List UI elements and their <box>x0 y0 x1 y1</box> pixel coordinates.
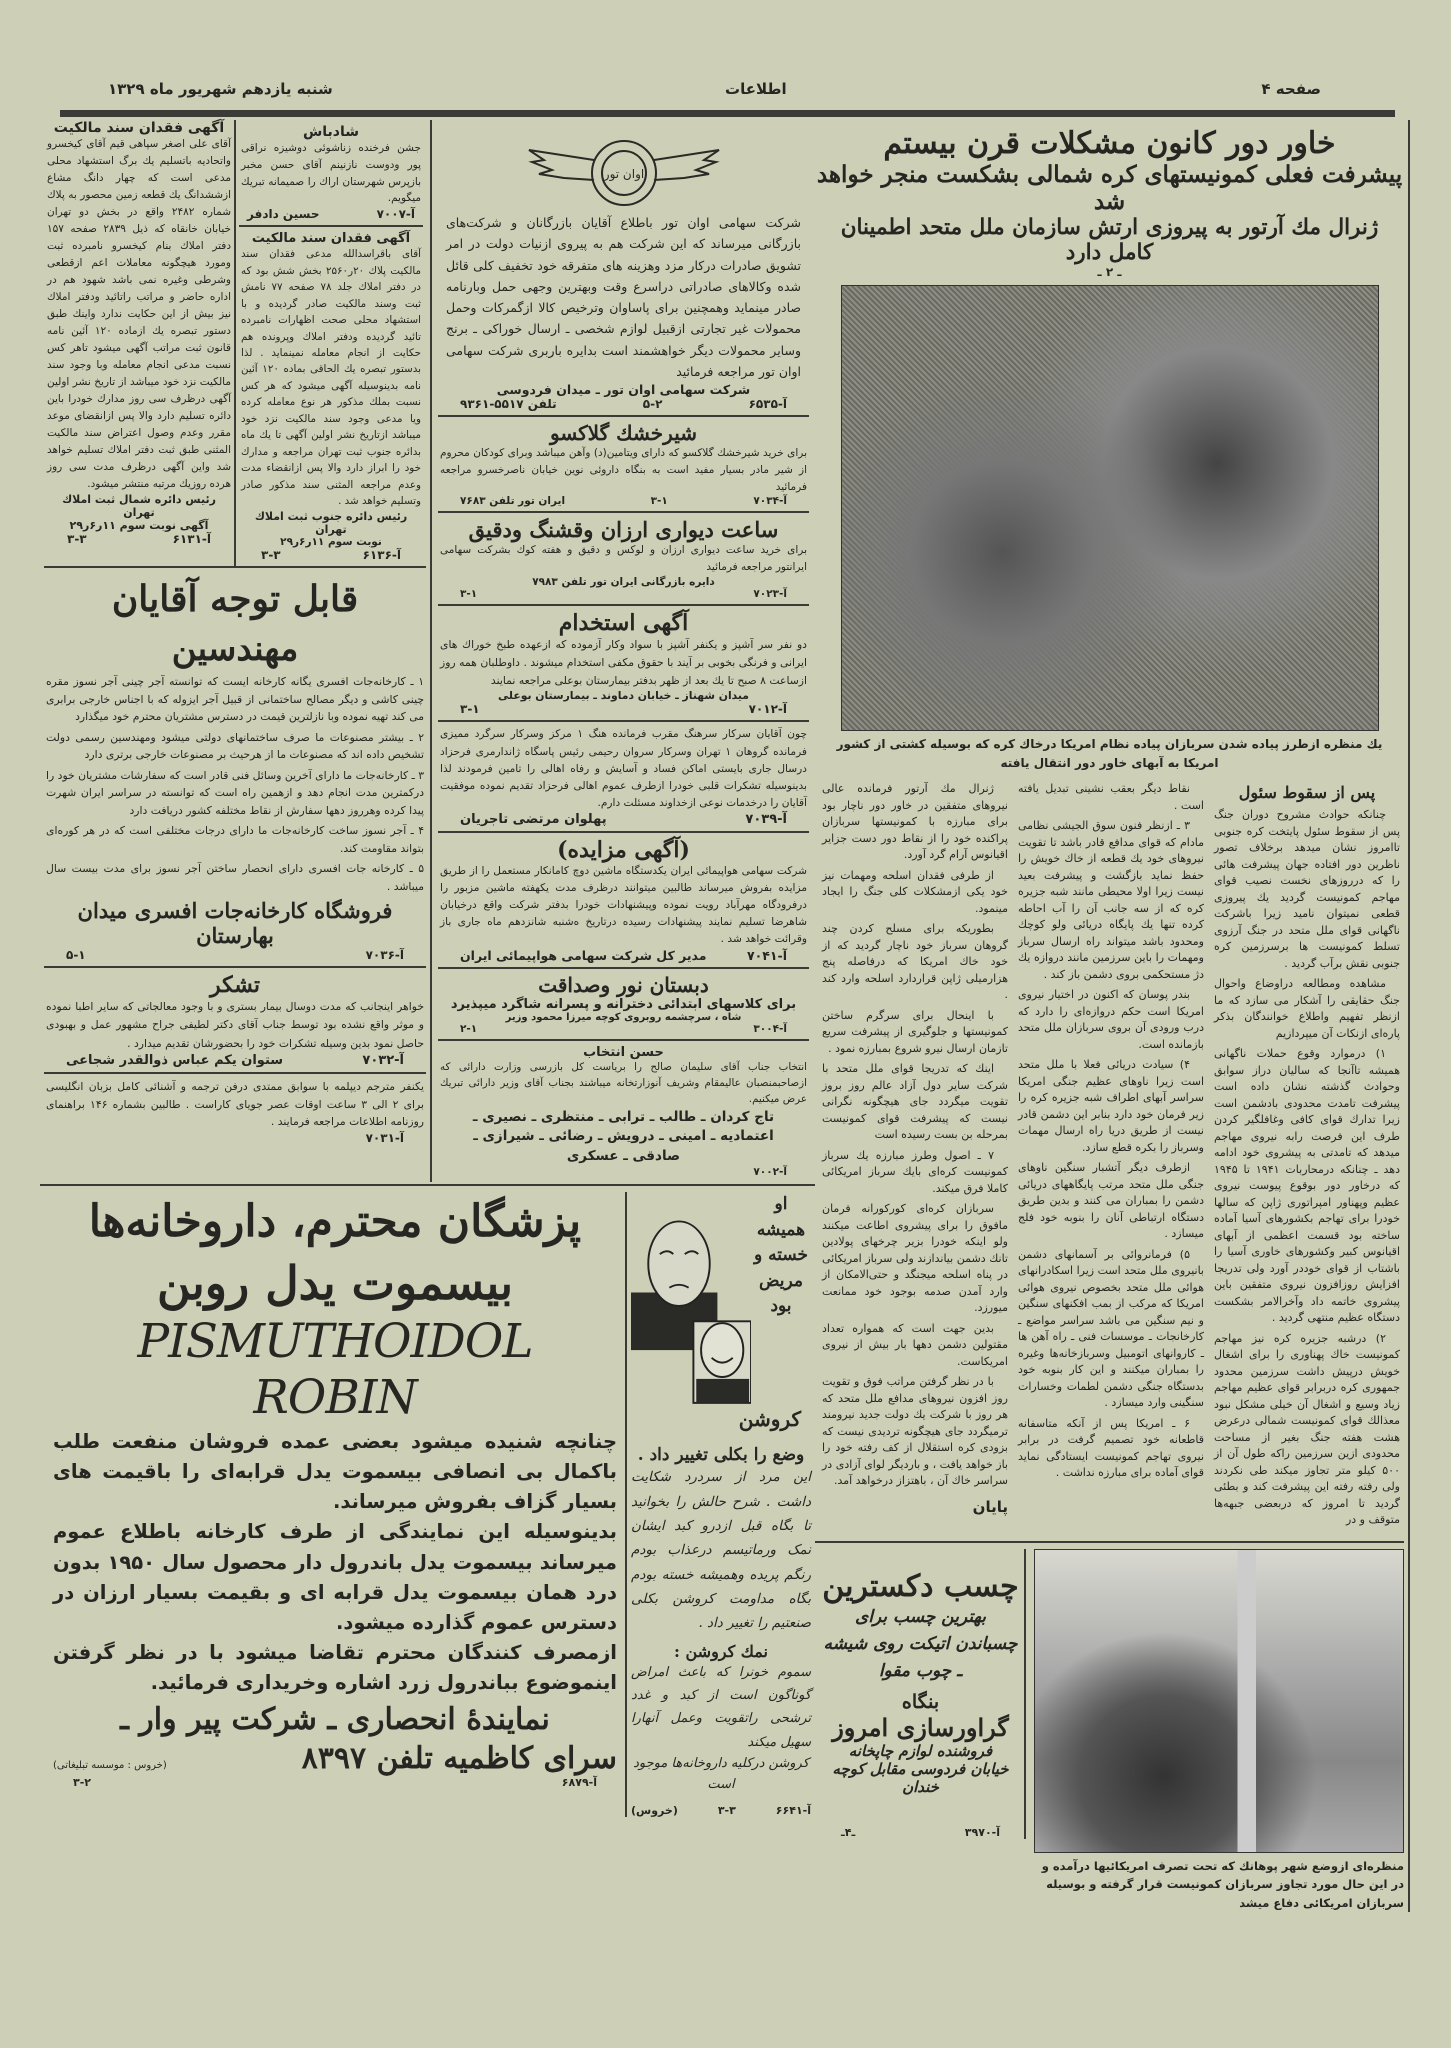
article-subhead: پیشرفت فعلی کمونیستهای کره شمالی بشکست منجر خواهد شد <box>816 161 1403 215</box>
ads-deed-right <box>234 120 426 566</box>
article-paragraph: ۱) درموارد وقوع حملات ناگهانی همیشه تاآنجا که سالیان دراز سوابق وحوادث گذشته نشان داده است پیشرفت تامدت محدودی بادشمن است زیرا تدارك قوای کافی وغافلگیر کردن طرف این فرصت رابه نیروی مهاجم میدهد که تامدتی به پیشروی خود ادامه دهد ـ چنانکه درمحاربات ۱۹۴۱ تا ۱۹۴۵ که درخاور دور بوقوع پیوست نیروی عظیم وپهناور امپراتوری ژاپن که سالها خودرا برای تهاجم بکشورهای آسیا آماده ساخته بود قسمت اعظمی از آبهای اقیانوس کبیر وکشورهای خاوری آسیا را باشتاب از قوای خوددر آورد ولی تدریجا افزایش روزافزون نیروی متفقین باین پیشروی خاتمه داد وآخرالامر بشکست دستگاه عظیم منتهی گردید . <box>1214 1047 1400 1325</box>
ad-title: چسب دکسترین <box>822 1568 1019 1604</box>
article-paragraph: نقاط دیگر بعقب نشینی تبدیل یافته است . <box>1018 782 1204 812</box>
ad-code: آ-۷۰۰۷ <box>376 207 415 222</box>
article-paragraph: سربازان کره‌ای کورکورانه فرمان مافوق را برای پیشروی اطاعت میکنند ولو اینکه خودرا بزیر چرخهای پولادین تانك دشمن بیاندازند ولی سرباز امریکائی در پناه اسلحه میجنگد و حتی‌الامکان از وارد آمدن صدمه بوجود خود ممانعت میورزد. <box>822 1202 1008 1315</box>
ads-area <box>40 120 815 1817</box>
article-paragraph: مشاهده ومطالعه دراوضاع واحوال جنگ حقایقی را آشکار می سازد که ما ازنظر تفهیم واطلاع خوانندگان بذکر پاره‌ای ازنکات آن میپردازیم <box>1214 977 1400 1040</box>
ad-item: ۲ ـ بیشتر مصنوعات ما صرف ساختمانهای دولتی میشود ومهندسین رسمی دولت تشخیص داده اند که مصنوعات ما از هرحیث بر مصنوعات خارجی برتری دارد <box>46 730 424 762</box>
ad-loss-deed-1 <box>44 120 234 566</box>
article-part-number: ـ ۲ ـ <box>1097 265 1122 279</box>
ad-item: ۴ ـ آجر نسوز ساخت کارخانه‌جات ما دارای درجات مختلفی است که در هر کوره‌ای بتواند مقاومت کند. <box>46 824 424 855</box>
ad-body: سموم خونرا که باعث امراض گوناگون است از کبد و غدد ترشحی راتقویت وعمل آنهارا سهیل میکند <box>631 1664 811 1750</box>
ad-signature: ستوان یکم عباس ذوالقدر شجاعی <box>66 1053 284 1069</box>
ad-body: آقای باقراسدالله مدعی فقدان سند مالکیت پلاك ۲۰ر۲۵۶۰ بخش شش بود که در دفتر املاك جلد ۷۸ صفحه ۷۷ نامش ثبت وسند مالکیت صادر گردیده و با استشهاد محلی صحت اظهارات نامبرده تائید گردیده ودفتر املاك وپرونده هم حکایت از انجام معامله نمینماید . لذا بدستور تبصره یك الحاقی بماده ۱۲۰ آئین نامه بدینوسیله آگهی میشود که هر کس نسبت بملك مذکور هر نوع معامله کرده ویا مدعی وجود سند مالکیت نزد خود میباشد ازتاریخ نشر اولین آگهی تا یك ماه بدائره جنوب ثبت تهران مراجعه و مدارك خود را ابراز دارد والا پس ازانقضاء مدت وعدم مراجعه المثنی سند مذکور صادر وتسلیم خواهد شد . <box>241 248 421 508</box>
photo-pohang-street <box>1034 1549 1404 1853</box>
article-paragraph: با اینحال برای سرگرم ساختن کمونیستها و جلوگیری از پیشرفت سریع تازمان ارسال نیرو شروع بمبارزه نمود . <box>822 1008 1008 1055</box>
article-column-1 <box>1214 781 1400 1533</box>
ad-thanks <box>44 968 426 1074</box>
ads-lower-row <box>40 1186 815 1816</box>
article-paragraph: ازطرف دیگر آتشبار سنگین ناوهای جنگی ملل متحد مرتب پایگاههای دریائی دشمن را بمباران می کنند و بدین طریق دستگاه ارتباطی آنان را بنوبه خود فلج میسازد . <box>1018 1161 1204 1241</box>
ad-subtitle: بیسموت یدل روبن <box>156 1255 514 1310</box>
ad-run: ۳-۳ <box>67 532 87 546</box>
ad-run: ۳-۱ <box>460 587 478 600</box>
article-end-mark: پایان <box>972 1497 1008 1516</box>
ad-subtitle: نمك کروشن : <box>674 1641 768 1661</box>
ad-code: آ-۷۰۱۲ <box>748 702 787 717</box>
ad-title: پزشگان محترم، داروخانه‌ها <box>88 1196 582 1248</box>
ad-body: شرکت سهامی هواپیمائی ایران یکدستگاه ماشین دوچ کامانکار مستعمل را از طریق مزایده بفروش میرساند طالبین میتوانند درظرف مدت یکهفته ماشین مزبور را درفرودگاه مهرآباد رویت نموده وپیشنهادات خودرا بدفتر شرکت واقع درخیابان شاهرضا تسلیم نمایند پیشنهادات رسیده درتاریخ ه‌شنبه شانزدهم ماه جاری باز وقرائت خواهد شد . <box>440 865 807 945</box>
ad-item: ۱ ـ کارخانه‌جات افسری یگانه کارخانه ایست که توانسته آجر چینی آجر نسوز مقره چینی کاشی و دیگر مصالح ساختمانی از قبیل آجر ایزوله که با اجناس خارجی برابری می کند تهیه نموده وبا نازلترین قیمت در دسترس مشتریان محترم خود میگذارد <box>46 675 424 724</box>
ad-note: آگهی نوبت سوم ۱۱ر۶ر۲۹ <box>69 519 209 532</box>
ad-run: ۳-۱ <box>460 702 480 717</box>
article-column-2 <box>1018 781 1204 1486</box>
article-column-subhead: پس از سقوط سئول <box>1238 783 1376 803</box>
ad-body: برای خرید ساعت دیواری ارزان و لوکس و دقیق و هفته کوك بشرکت سهامی ایرانتور مراجعه فرمائید <box>440 544 807 574</box>
issue-date: شنبه یازدهم شهریور ماه ۱۳۲۹ <box>108 80 333 98</box>
article-paragraph: ۶ ـ امریکا پس از آنکه متاسفانه قاطعانه خود تصمیم گرفت در برابر نیروی تهاجم کمونیست ایستادگی نماید قوای آماده برای مبارزه نداشت . <box>1018 1416 1204 1480</box>
article-headline: خاور دور کانون مشکلات قرن بیستم <box>883 126 1336 161</box>
ad-names: تاج کردان ـ طالب ـ ترابی ـ منتظری ـ نصیری ـ <box>472 1108 775 1125</box>
tired-man-illustration-icon <box>631 1202 751 1407</box>
ad-code: آ-۷۰۳۹ <box>745 812 787 828</box>
ad-item-list <box>46 673 424 895</box>
ad-code: آ-۳۰۰۴ <box>753 1022 787 1035</box>
ad-code: آ-۶۵۳۵ <box>748 397 787 411</box>
ad-names: صادقی ـ عسکری <box>566 1147 681 1164</box>
ad-availability: کروشن درکلیه داروخانه‌ها موجود است <box>633 1756 809 1792</box>
ad-auction <box>438 833 809 969</box>
ad-title: ساعت دیواری ارزان وقشنگ ودقیق <box>468 517 779 543</box>
ad-subtitle: مهندسین <box>171 628 299 669</box>
article-paragraph: از طرفی فقدان اسلحه ومهمات نیز خود یکی ازمشکلات کلی جنگ را ایجاد مینمود. <box>822 868 1008 915</box>
article-paragraph: ۳ ـ ازنظر فنون سوق الجیشی نظامی مادام که قوای مدافع قادر باشد تا تقویت نیروهای خود یك قطعه از خاك خویش را حفظ نماید بازگشت و پیشرفت بعید نیست زیرا اولا محیطی مانند شبه جزیره کره که از سه جانب آن را آب احاطه کرده تنها یك پایگاه دریائی ولو کوچك ومحدود باشد میتواند راه ارسال سرباز ومهمات را باین سرزمین مانند دروازه یك دژ مستحکمی بروی دشمن باز کند . <box>1018 819 1204 981</box>
ad-phone: تلفن ۵۵۱۷-۹۳۶۱ <box>460 397 557 411</box>
ad-body: بهترین چسب برای چسباندن اتیکت روی شیشه ـ چوب مقوا <box>823 1606 1018 1682</box>
ad-signature: شرکت سهامی اوان تور ـ میدان فردوسی <box>496 382 751 397</box>
ad-run: ۳-۳ <box>261 547 281 562</box>
ad-run: ۲-۱ <box>460 1022 478 1035</box>
article-subhead: ژنرال مك آرتور به پیروزی ارتش سازمان ملل متحد اطمینان کامل دارد <box>840 215 1379 265</box>
ad-title: شادباش <box>302 124 360 140</box>
ad-body: شرکت سهامی اوان تور باطلاع آقایان بازرگانان و شرکت‌های بازرگانی میرساند که این شرکت هم به پیروی ازنیات دولت در امر تشویق صادرات درکار مزد وهزینه های متفرقه خود تخفیف کلی قائل شده وکالاهای صادراتی دراسرع وقت وبهترین وجهی حمل وبارنامه صادر مینماید وهمچنین برای پاساوان وترخیص کالا ازگمرکات وحمل محمولات غیر تجارتی ازقبیل لوازم شخصی ـ ارسال خوراکی ـ برنج وسایر محمولات دیگر خواهشمند است بدایره باربری شرکت سهامی اوان تور مراجعه فرمائید <box>446 215 801 379</box>
ad-slogan: وضع را بکلی تغییر داد . <box>637 1445 805 1466</box>
ad-title: آگهی فقدان سند مالکیت <box>251 231 411 247</box>
ad-code: آ-۶۱۳۶ <box>362 547 401 562</box>
ad-title: (آگهی مزایده) <box>557 837 690 864</box>
masthead-rule <box>60 110 1395 117</box>
ad-code: آ-۶۶۴۱ <box>775 1803 811 1817</box>
ad-note: نوبت سوم ۱۱ر۶ر۲۹ <box>280 535 382 548</box>
ad-signature: پهلوان مرتضی تاجریان <box>460 812 607 828</box>
ad-code: آ-۶۸۷۹ <box>561 1775 597 1789</box>
ad-bismuth-robin <box>45 1192 625 1788</box>
ad-run: ۳-۱ <box>650 495 668 508</box>
ad-good-selection <box>438 1041 809 1183</box>
ad-run: ۵-۱ <box>66 948 86 963</box>
ad-agent: نمایندهٔ انحصاری ـ شرکت پیر وار ـ <box>120 1701 550 1737</box>
page-number: صفحه ۴ <box>1261 80 1321 98</box>
ad-title: تشکر <box>209 972 261 999</box>
ad-signature: مدیر کل شرکت سهامی هواپیمائی ایران <box>460 947 707 963</box>
svg-text:اوان تور: اوان تور <box>603 167 644 181</box>
article-area <box>815 120 1410 1912</box>
article-paragraph: بندر پوسان که اکنون در اختیار نیروی امریکا است حکم دروازه‌ای را دارد که درب ورودی آن بروی سربازان ملل متحد بازمانده است. <box>1018 988 1204 1051</box>
ad-body: یکنفر مترجم دیپلمه با سوابق ممتدی درفن ترجمه و آشنائی کامل بزبان انگلیسی برای ۲ الی ۳ ساعت اوقات عصر جویای کاراست . طالبین بشماره ۱۴۶ براهنمای روزنامه اطلاعات مراجعه فرمایند . <box>46 1080 424 1129</box>
article-paragraph-list <box>1018 781 1204 1482</box>
ad-body: آقای علی اصغر سپاهی قیم آقای کیخسرو واتحادیه باتسلیم یك برگ استشهاد محلی مدعی است که چهار دانگ مشاع ازششدانگ یك قطعه زمین محصور به پلاك شماره ۲۴۸۲ واقع در بخش دو تهران خیابان خانقاه که ذیل ۲۸۳۹ صفحه ۱۵۷ دفتر املاك بنام کیخسرو نامبرده ثبت ومورد هیچگونه معاملات اعم ازقطعی وشرطی وغیره نمی باشد شهود هم در اداره حاضر و مراتب راتائید ودفتر املاك نیز بیش از این حکایت ندارد واینك طبق دستور تبصره یك ازماده ۱۲۰ آئین نامه قانون ثبت مراتب آگهی میشود تاهر کس نسبت مدعی انجام معامله وبا وجود سند مالکیت نزد خود میباشد از تاریخ نشر اولین آگهی درظرف سی روز مدارك خودرا باین دائره تسلیم دارد والا پس ازانقضای موعد مقرر وعدم وصول اعتراض سند مالکیت المثنی طبق ثبت دفتر املاك تسلیم خواهد شد واین آگهی درظرف مدت سی روز هرده روزیك مرتبه منتشر میشود. <box>47 138 231 490</box>
photo-us-troops-landing-korea <box>841 285 1379 731</box>
ad-brand: کروشن <box>738 1407 801 1432</box>
ad-agency: (خروس) <box>631 1803 678 1817</box>
ads-deed-row <box>44 120 426 568</box>
ad-glaxo-milk <box>438 417 809 513</box>
ad-signature: دایره بازرگانی ایران تور تلفن ۷۹۸۳ <box>532 575 715 588</box>
article-paragraph: ۵) فرمانروائی بر آسمانهای دشمن بانیروی ملل متحد است زیرا اسکادرانهای هوائی ملل متحد بخصوص نیروی هوائی امریکا که مرکب از بمب افکنهای سنگین و نیم سنگین می باشد سراسر مواضع ـ کارخانجات ـ موسسات فنی ـ راه آهن ها ـ کاروانهای اتومبیل وسربازخانه‌ها وغیره را بمباران میکنند و این کار بنوبه خود بدستگاه جنگی دشمن لطمات وخسارات سنگینی وارد میسازد . <box>1018 1247 1204 1410</box>
ad-agency: (خروس : موسسه تبلیغاتی) <box>53 1759 167 1771</box>
ad-signature: فروشگاه کارخانه‌جات افسری میدان بهارستان <box>77 898 393 949</box>
photo-caption: منظره‌ای ازوضع شهر پوهانك که تحت تصرف امریکائیها درآمده و در این حال مورد تجاوز سربازان کمونیست قرار گرفته و بوسیله سربازان امریکائی دفاع میشد <box>1041 1858 1404 1910</box>
ad-engineers <box>44 568 426 968</box>
ad-title: دبستان نور وصداقت <box>538 972 709 997</box>
article-paragraph: چنانکه حوادث مشروح دوران جنگ پس از سقوط سئول پایتخت کره جنوبی تاامروز نشان میدهد برخلاف تصور ناظرین دور افتاده جهان پیشرفت هائی را که درروزهای نخست نصیب قوای مهاجم کمونیست گردید یك پیروزی قطعی نمیتوان نامید زیرا باشرکت ناگهانی قوای ملل متحد در جنگ آرزوی تسلط کمونیست ها برسرزمین کره جنوبی نقش برآب گردید . <box>1214 808 1400 970</box>
ad-code: آ-۷۰۳۲ <box>362 1053 404 1069</box>
article-paragraph: بدین جهت است که همواره تعداد مقتولین دشمن دهها بار بیش از نیروی امریکاست. <box>822 1321 1008 1368</box>
ad-paragraph: بدینوسیله این نمایندگی از طرف کارخانه باطلاع عموم میرساند بیسموت یدل باندرول دار محصول سال ۱۹۵۰ بدون درد همان بیسموت یدل قرابه ای و بقیمت بسیار ارزان در دسترس عموم گذارده میشود. <box>53 1520 617 1635</box>
ad-school <box>438 969 809 1041</box>
ad-run: ۳-۳ <box>717 1803 736 1817</box>
ad-latin-title: PISMUTHOIDOL ROBIN <box>137 1313 533 1426</box>
ad-body: دو نفر سر آشپز و یکنفر آشپز با سواد وکار آزموده که ازعهده طبخ خوراك های ایرانی و فرنگی بخوبی بر آیند با حقوق مکفی استخدام میشوند . داوطلبان همه روز ازساعت ۸ صبح تا یك بعد از ظهر بدفتر بیمارستان بوعلی مراجعه نمایند <box>440 637 807 687</box>
article-paragraph: ۴) سیادت دریائی فعلا با ملل متحد است زیرا ناوهای عظیم جنگی امریکا سراسر آبهای اطراف شبه جزیره کره را زیر فرمان خود دارد بنابر این دشمن قادر نیست از طریق دریا راه ارسال مهمات وسرباز را بکره قطع سازد. <box>1018 1058 1204 1154</box>
ad-translator <box>44 1074 426 1148</box>
avantour-winged-logo-icon <box>524 138 724 208</box>
ad-title: حسن انتخاب <box>583 1044 664 1060</box>
ad-slogan: او همیشه خسته و مریض بود <box>753 1194 809 1317</box>
article-paragraph: با در نظر گرفتن مراتب فوق و تقویت روز افزون نیروهای مدافع ملل متحد که هر روز با شرکت یك دولت جدید نیرومند ترمیگردد جای هیچگونه تردیدی نیست که بزودی کره استقلال از کف رفته خود را باز خواهد یافت ، و باردیگر لوای آزادی در سراسر خاك آن ، باهتزاز درخواهد آمد. <box>822 1375 1008 1488</box>
ad-body: جشن فرخنده زناشوئی دوشیزه نراقی پور ودوست نازنینم آقای حسن مخبر بازپرس شهرستان اراك را صمیمانه تبریك میگویم. <box>241 142 421 205</box>
article-column-3 <box>822 781 1008 1518</box>
photo2-block <box>1034 1549 1404 1912</box>
ad-code: آ-۷۰۳۱ <box>365 1130 404 1145</box>
ad-item: ۳ ـ کارخانه‌جات ما دارای آخرین وسائل فنی قادر است که سفارشات مشتریان خود را درکمترین مدت انجام دهد و ازهمین راه است که توانسته در سراسر ایران شهرت پیدا کرده وهرروز دهها سفارش از نقاط مختلفه کشور دریافت دارد <box>46 768 424 817</box>
ad-body: انتخاب جناب آقای سلیمان صالح را بریاست کل بازرسی وزارت دارائی که ازصاحبمنصبان عالیمقام وشریف آنوزارتخانه میباشند بجناب آقای وزیر دارائی تبریك عرض میکنیم. <box>440 1060 807 1105</box>
ad-title: شیرخشك گلاکسو <box>549 421 697 445</box>
ad-code: آ-۷۰۴۱ <box>746 947 787 963</box>
ad-body: این مرد از سردرد شکایت داشت . شرح حالش را بخوانید تا بگاه قبل ازدرو کبد ایشان نمک ورماتیسم درعذاب بودم رنگم پریده وهمیشه خسته بودم بگاه مداومت کروشن بکلی صنعتیم را تغییر داد . <box>631 1469 811 1632</box>
ad-firm-prefix: بنگاه <box>901 1691 940 1714</box>
ad-title: آگهی استخدام <box>558 609 689 636</box>
ad-loss-deed-2 <box>239 227 423 566</box>
ad-signature: حسین دادفر <box>247 207 320 222</box>
ad-avantour <box>438 120 809 417</box>
ad-title: قابل توجه آقایان <box>111 577 359 620</box>
ad-title: آگهی فقدان سند مالکیت <box>53 120 225 136</box>
article-paragraph: ۲) درشبه جزیره کره نیز مهاجم کمونیست خاك پهناوری را برای اشغال خویش درپیش داشت سرزمین محدود جمهوری کره دربرابر قوای عظیم مهاجم زیاد وسیع و اشغال آن خیلی مشکل نبود معذالك قوای کمونیست شمالی درعرض هشت هفته جنگ بغیر از مساحت محدودی ازین سرزمین راکه طول آن از ۵۰۰ کیلو متر تجاوز میکند طی نکردند ولی رفته رفته این پیشرفت کند و بطئی گردید تا امروز که دربعضی جبهه‌ها متوقف و در <box>1214 1331 1400 1527</box>
newspaper-name: اطلاعات <box>725 80 787 98</box>
ad-dextrin-glue <box>821 1549 1026 1840</box>
ad-code: آ-۷۰۲۳ <box>753 587 787 600</box>
ad-firm: گراورسازی امروز <box>832 1713 1009 1743</box>
article-columns <box>815 777 1404 1533</box>
ad-signature: رئیس دائره شمال ثبت املاك تهران <box>62 493 216 519</box>
article-paragraph-list <box>822 781 1008 1490</box>
article-paragraph-list <box>1214 807 1400 1529</box>
ad-code: آ-۳۹۷۰ <box>964 1826 1000 1840</box>
article-bottom-row <box>815 1541 1404 1912</box>
ad-body: خواهر اینجانب که مدت دوسال بیمار بستری و با وجود معالجاتی که سایر اطبا نموده و موثر واقع نشده بود توسط جناب آقای دکتر لطیفی جراح مشهور عمل و بهبودی حاصل نمود بدین وسیله تشکرات خود را بحضورشان تقدیم میدارد . <box>46 1000 424 1050</box>
ad-address: سرای کاظمیه تلفن ۸۳۹۷ <box>301 1740 617 1776</box>
ad-code: آ-۶۱۳۱ <box>172 532 211 546</box>
ads-upper-row <box>40 120 815 1182</box>
ad-wall-clock <box>438 513 809 606</box>
article-paragraph: بطوریکه برای مسلح کردن چند گروهان سرباز خود ناچار گردید که از خود خاك امریکا که درفاصله پنج هزارمیلی ژاپن قراردارد اسلحه وارد کند . <box>822 922 1008 1002</box>
ad-firm-subtitle: فروشنده لوازم چاپخانه <box>848 1742 993 1761</box>
ad-kruschen <box>625 1192 815 1816</box>
ad-names: اعتمادیه ـ امینی ـ درویش ـ رضائی ـ شیرازی ـ <box>473 1128 774 1145</box>
ad-paragraph: چنانچه شنیده میشود بعضی عمده فروشان منفعت طلب باکمال بی انصافی بیسموت یدل قرابه‌ای را باقیمت های بسیار گزاف بفروش میرساند. <box>53 1429 617 1514</box>
ad-code: آ-۷۰۳۴ <box>753 495 787 508</box>
photo-caption: یك منظره ازطرز پیاده شدن سربازان پیاده نظام امریکا درخاك کره که بوسیله کشتی از کشور امریکا به آبهای خاور دور انتقال یافته <box>836 737 1383 771</box>
ad-code: آ-۷۰۰۲ <box>753 1166 787 1179</box>
ad-hiring <box>438 606 809 722</box>
ad-paragraph: ازمصرف کنندگان محترم تقاضا میشود با در نظر گرفتن اینموضوع بباندرول زرد اشاره وخریداری فرمائید. <box>53 1641 617 1695</box>
article-paragraph: ژنرال مك آرتور فرمانده عالی نیروهای متفقین در خاور دور ناچار بود برای مبارزه با کمونیستها سربازان پراکنده خود را از نقاط دور دست جزایر اقیانوس آرام گرد آورد. <box>822 782 1008 862</box>
ad-item: ۵ ـ کارخانه جات افسری دارای انحصار ساختن آجر نسوز برای مدت بیست سال میباشد . <box>46 862 424 893</box>
ads-left-column <box>40 120 430 1149</box>
ad-body: چون آقایان سرکار سرهنگ مقرب فرمانده هنگ ۱ مرکز وسرکار سرگرد ممیزی فرمانده گروهان ۱ تهران وسرکار سروان رحیمی رئیس پاسگاه ژاندارمری فرحزاد درسال جاری بایستی اماکن فساد و آسایش و رفاه اهالی را تامین فرمودند لذا بدینوسیله تشکرات قلبی خودرا ازطرف عموم اهالی فرحزاد تقدیم نموده موفقیت آقایان را درخدمات نوعی ازخداوند مسئلت دارم. <box>440 728 807 810</box>
ad-code: آ-۷۰۳۶ <box>365 948 404 963</box>
ads-middle-column <box>430 120 815 1182</box>
ad-run: ۵-۲ <box>642 397 663 411</box>
ad-run: ـ۴ـ <box>841 1826 856 1840</box>
ad-phone: ایران تور تلفن ۷۶۸۳ <box>460 495 566 508</box>
ad-body: برای خرید شیرخشك گلاکسو که دارای ویتامین(د) وآهن میباشد وبرای کودکان محروم از شیر مادر بسیار مفید است به بنگاه داروئی نوین خیابان ناصرخسرو مراجعه فرمائید <box>440 447 807 493</box>
article-paragraph: ۷ ـ اصول وطرز مبارزه یك سرباز کمونیست کره‌ای بایك سرباز امریکائی کاملا فرق میکند. <box>822 1148 1008 1195</box>
ad-address: میدان شهناز ـ خیابان دماوند ـ بیمارستان بوعلی <box>497 689 749 703</box>
ad-signature: رئیس دائره جنوب ثبت املاك تهران <box>254 509 408 536</box>
article-paragraph: اینك که تدریجا قوای ملل متحد با شرکت سایر دول آزاد عالم روز بروز تقویت میگردد جای هیچگونه نگرانی نیست که پیشرفت قوای کمونیست بمرحله بن بست رسیده است <box>822 1062 1008 1142</box>
ad-address: خیابان فردوسی مقابل کوچه خندان <box>832 1760 1009 1797</box>
ad-run: ۳-۲ <box>73 1775 91 1789</box>
ad-congrats <box>239 120 423 227</box>
ad-gratitude <box>438 722 809 833</box>
ad-address: شاه ، سرچشمه روبروی کوچه میرزا محمود وزیر <box>505 1011 742 1023</box>
ad-body: برای کلاسهای ابتدائی دخترانه و پسرانه شاگرد میپذیرد <box>450 996 797 1012</box>
